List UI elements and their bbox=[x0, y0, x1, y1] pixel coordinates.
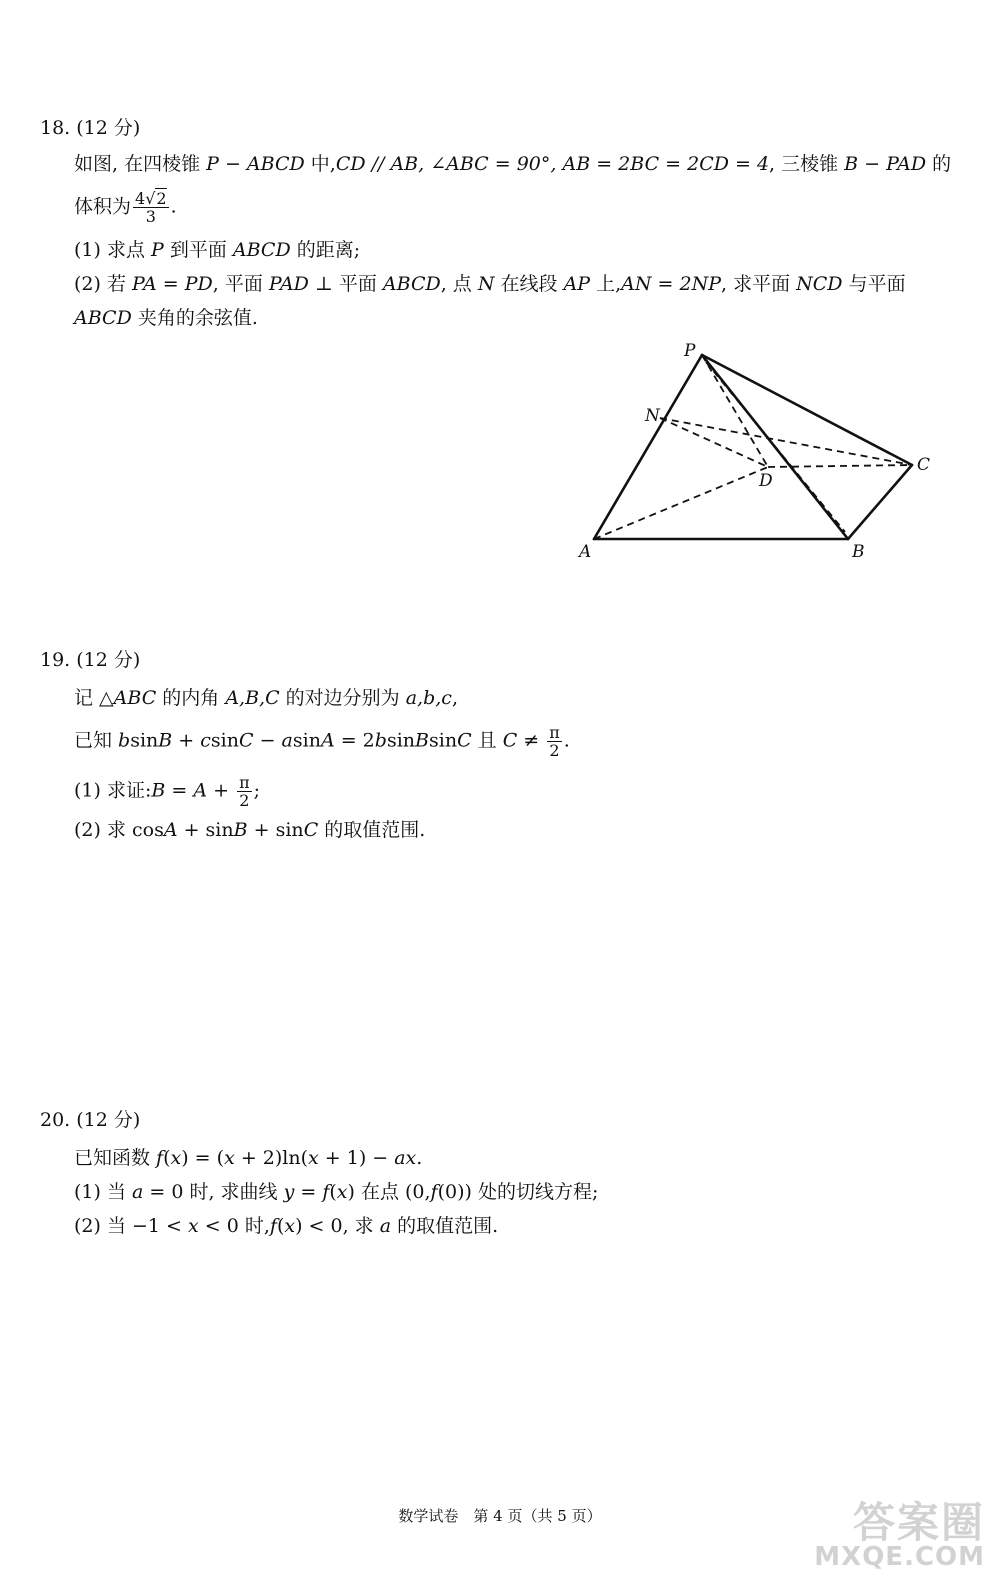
text: 到平面 bbox=[163, 239, 233, 261]
text: 已知函数 bbox=[74, 1147, 157, 1169]
text: = bbox=[294, 1181, 323, 1203]
text: , 平面 bbox=[212, 273, 269, 295]
math: f bbox=[430, 1181, 438, 1203]
pi-over-2-fraction bbox=[547, 724, 562, 759]
text: sin bbox=[292, 729, 321, 752]
text: 夹角的余弦值. bbox=[131, 307, 258, 329]
watermark-url: MXQE.COM bbox=[814, 1542, 985, 1572]
text: + sin bbox=[247, 819, 304, 841]
q20-part2 bbox=[74, 1214, 498, 1238]
math: B bbox=[158, 729, 173, 752]
text: . bbox=[563, 729, 570, 752]
text: 的距离; bbox=[290, 239, 361, 261]
math: f bbox=[322, 1181, 330, 1203]
vertex-label-A: A bbox=[579, 542, 592, 562]
text: + 2)ln( bbox=[234, 1147, 309, 1169]
math: B bbox=[233, 819, 248, 841]
text: , 三棱锥 bbox=[769, 153, 845, 175]
text: (0)) 处的切线方程; bbox=[437, 1181, 599, 1203]
math: x bbox=[170, 1147, 182, 1169]
text: (2) 当 −1 < bbox=[74, 1215, 189, 1237]
q19-statement-line1 bbox=[74, 686, 458, 710]
segment-NC-hidden bbox=[660, 418, 912, 465]
text: ( bbox=[163, 1147, 171, 1169]
math: B − PAD bbox=[844, 153, 927, 175]
text: ) = ( bbox=[181, 1147, 225, 1169]
page-footer: 数学试卷 第 4 页（共 5 页） bbox=[398, 1507, 602, 1525]
math: ABC bbox=[113, 687, 157, 709]
text: sin bbox=[429, 729, 458, 752]
point-label-N: N bbox=[645, 406, 660, 426]
watermark-text: 答案圈 bbox=[852, 1498, 985, 1547]
math: C bbox=[239, 729, 254, 752]
text: ) < 0, 求 bbox=[295, 1215, 380, 1237]
math: AN = 2NP bbox=[621, 273, 722, 295]
text: < 0 时, bbox=[198, 1215, 270, 1237]
math: a bbox=[132, 1181, 144, 1203]
text: 的对边分别为 bbox=[279, 687, 406, 709]
math: a,b,c bbox=[405, 687, 452, 709]
math: ax bbox=[394, 1147, 417, 1169]
math: b bbox=[118, 729, 131, 752]
math: f bbox=[156, 1147, 164, 1169]
math: x bbox=[224, 1147, 235, 1169]
math: P − ABCD bbox=[206, 153, 305, 175]
vertex-label-D: D bbox=[759, 471, 773, 491]
vertex-label-B: B bbox=[852, 542, 865, 562]
numerator: π bbox=[549, 723, 560, 742]
math: A,B,C bbox=[225, 687, 280, 709]
text: ≠ bbox=[517, 729, 546, 752]
text: ⊥ 平面 bbox=[308, 273, 383, 295]
text: 的取值范围. bbox=[318, 819, 426, 841]
numerator: π bbox=[239, 773, 250, 792]
math: c bbox=[200, 729, 211, 752]
text: sin bbox=[130, 729, 159, 752]
text: + bbox=[172, 729, 201, 752]
text: (1) 当 bbox=[74, 1181, 132, 1203]
math: AP bbox=[563, 273, 591, 295]
math: B bbox=[151, 779, 166, 802]
text: = bbox=[165, 779, 194, 802]
math: C bbox=[303, 819, 319, 841]
text: 体积为 bbox=[74, 195, 132, 218]
q19-part2 bbox=[74, 818, 425, 842]
q18-header: 18. (12 分) bbox=[40, 117, 141, 139]
text: + bbox=[207, 779, 236, 802]
text: 已知 bbox=[74, 729, 119, 752]
math: NCD bbox=[796, 273, 843, 295]
text: 的取值范围. bbox=[391, 1215, 499, 1237]
text: 在线段 bbox=[494, 273, 564, 295]
text: ( bbox=[329, 1181, 337, 1203]
edge-AD-hidden bbox=[594, 467, 768, 539]
text: (2) 若 bbox=[74, 273, 132, 295]
text: 且 bbox=[471, 729, 503, 752]
math: ABCD bbox=[382, 273, 441, 295]
radicand: 2 bbox=[156, 189, 167, 208]
text: , 点 bbox=[440, 273, 478, 295]
text: . bbox=[170, 195, 177, 218]
volume-fraction: $\frac{4√2}{3}$ bbox=[135, 189, 167, 226]
denominator: 3 bbox=[145, 207, 156, 226]
math: PAD bbox=[268, 273, 309, 295]
math: A bbox=[320, 729, 335, 752]
text: + 1) − bbox=[318, 1147, 395, 1169]
math: ABCD bbox=[74, 307, 132, 329]
denominator: 2 bbox=[239, 791, 250, 810]
text: 记 △ bbox=[74, 687, 114, 709]
math: B bbox=[415, 729, 429, 752]
text: + sin bbox=[177, 819, 234, 841]
math: A bbox=[163, 819, 178, 841]
q20-header: 20. (12 分) bbox=[40, 1109, 141, 1131]
q19-header: 19. (12 分) bbox=[40, 649, 141, 671]
text: = 2 bbox=[334, 729, 375, 752]
math: f bbox=[269, 1215, 277, 1237]
math: y bbox=[283, 1181, 295, 1203]
math: C bbox=[502, 729, 518, 752]
numerator: 4 bbox=[135, 189, 146, 208]
text: 的内角 bbox=[156, 687, 226, 709]
text: ( bbox=[276, 1215, 285, 1237]
denominator: 2 bbox=[549, 741, 560, 760]
math: x bbox=[308, 1147, 319, 1169]
text: 上, bbox=[590, 273, 622, 295]
text: − bbox=[253, 729, 282, 752]
pi-over-2-fraction bbox=[237, 774, 252, 809]
math: A bbox=[193, 779, 208, 802]
q20-part1 bbox=[74, 1180, 598, 1204]
text: , bbox=[451, 687, 458, 709]
text: ; bbox=[253, 779, 260, 802]
math: a bbox=[281, 729, 293, 752]
math: ABCD bbox=[232, 239, 291, 261]
math: P bbox=[151, 239, 164, 261]
watermark-logo bbox=[800, 1490, 995, 1575]
text: sin bbox=[386, 729, 416, 752]
text: (1) 求证: bbox=[74, 779, 152, 802]
edge-BC bbox=[848, 465, 912, 539]
text: ) 在点 (0, bbox=[347, 1181, 431, 1203]
text: sin bbox=[210, 729, 239, 752]
text: 如图, 在四棱锥 bbox=[74, 153, 207, 175]
vertex-label-P: P bbox=[684, 341, 696, 361]
q19-part1 bbox=[74, 774, 260, 809]
text: 中, bbox=[304, 153, 336, 175]
math: a bbox=[379, 1215, 392, 1237]
edge-PA bbox=[594, 355, 702, 539]
q19-statement-line2 bbox=[74, 724, 570, 759]
math: PA = PD bbox=[132, 273, 213, 295]
math: C bbox=[457, 729, 472, 752]
text: , 求平面 bbox=[721, 273, 797, 295]
math: x bbox=[336, 1181, 348, 1203]
text: 与平面 bbox=[842, 273, 906, 295]
q20-statement bbox=[74, 1146, 422, 1170]
vertex-label-C: C bbox=[917, 455, 931, 475]
text: (2) 求 cos bbox=[74, 819, 164, 841]
math: x bbox=[284, 1215, 296, 1237]
text: = 0 时, 求曲线 bbox=[143, 1181, 284, 1203]
math: x bbox=[188, 1215, 199, 1237]
math: N bbox=[477, 273, 495, 295]
math: b bbox=[374, 729, 387, 752]
math: CD // AB, ∠ABC = 90°, AB = 2BC = 2CD = 4 bbox=[335, 153, 770, 175]
segment-ND-hidden bbox=[660, 418, 768, 467]
text: (1) 求点 bbox=[74, 239, 151, 261]
text: . bbox=[416, 1147, 423, 1169]
text: 的 bbox=[926, 153, 952, 175]
